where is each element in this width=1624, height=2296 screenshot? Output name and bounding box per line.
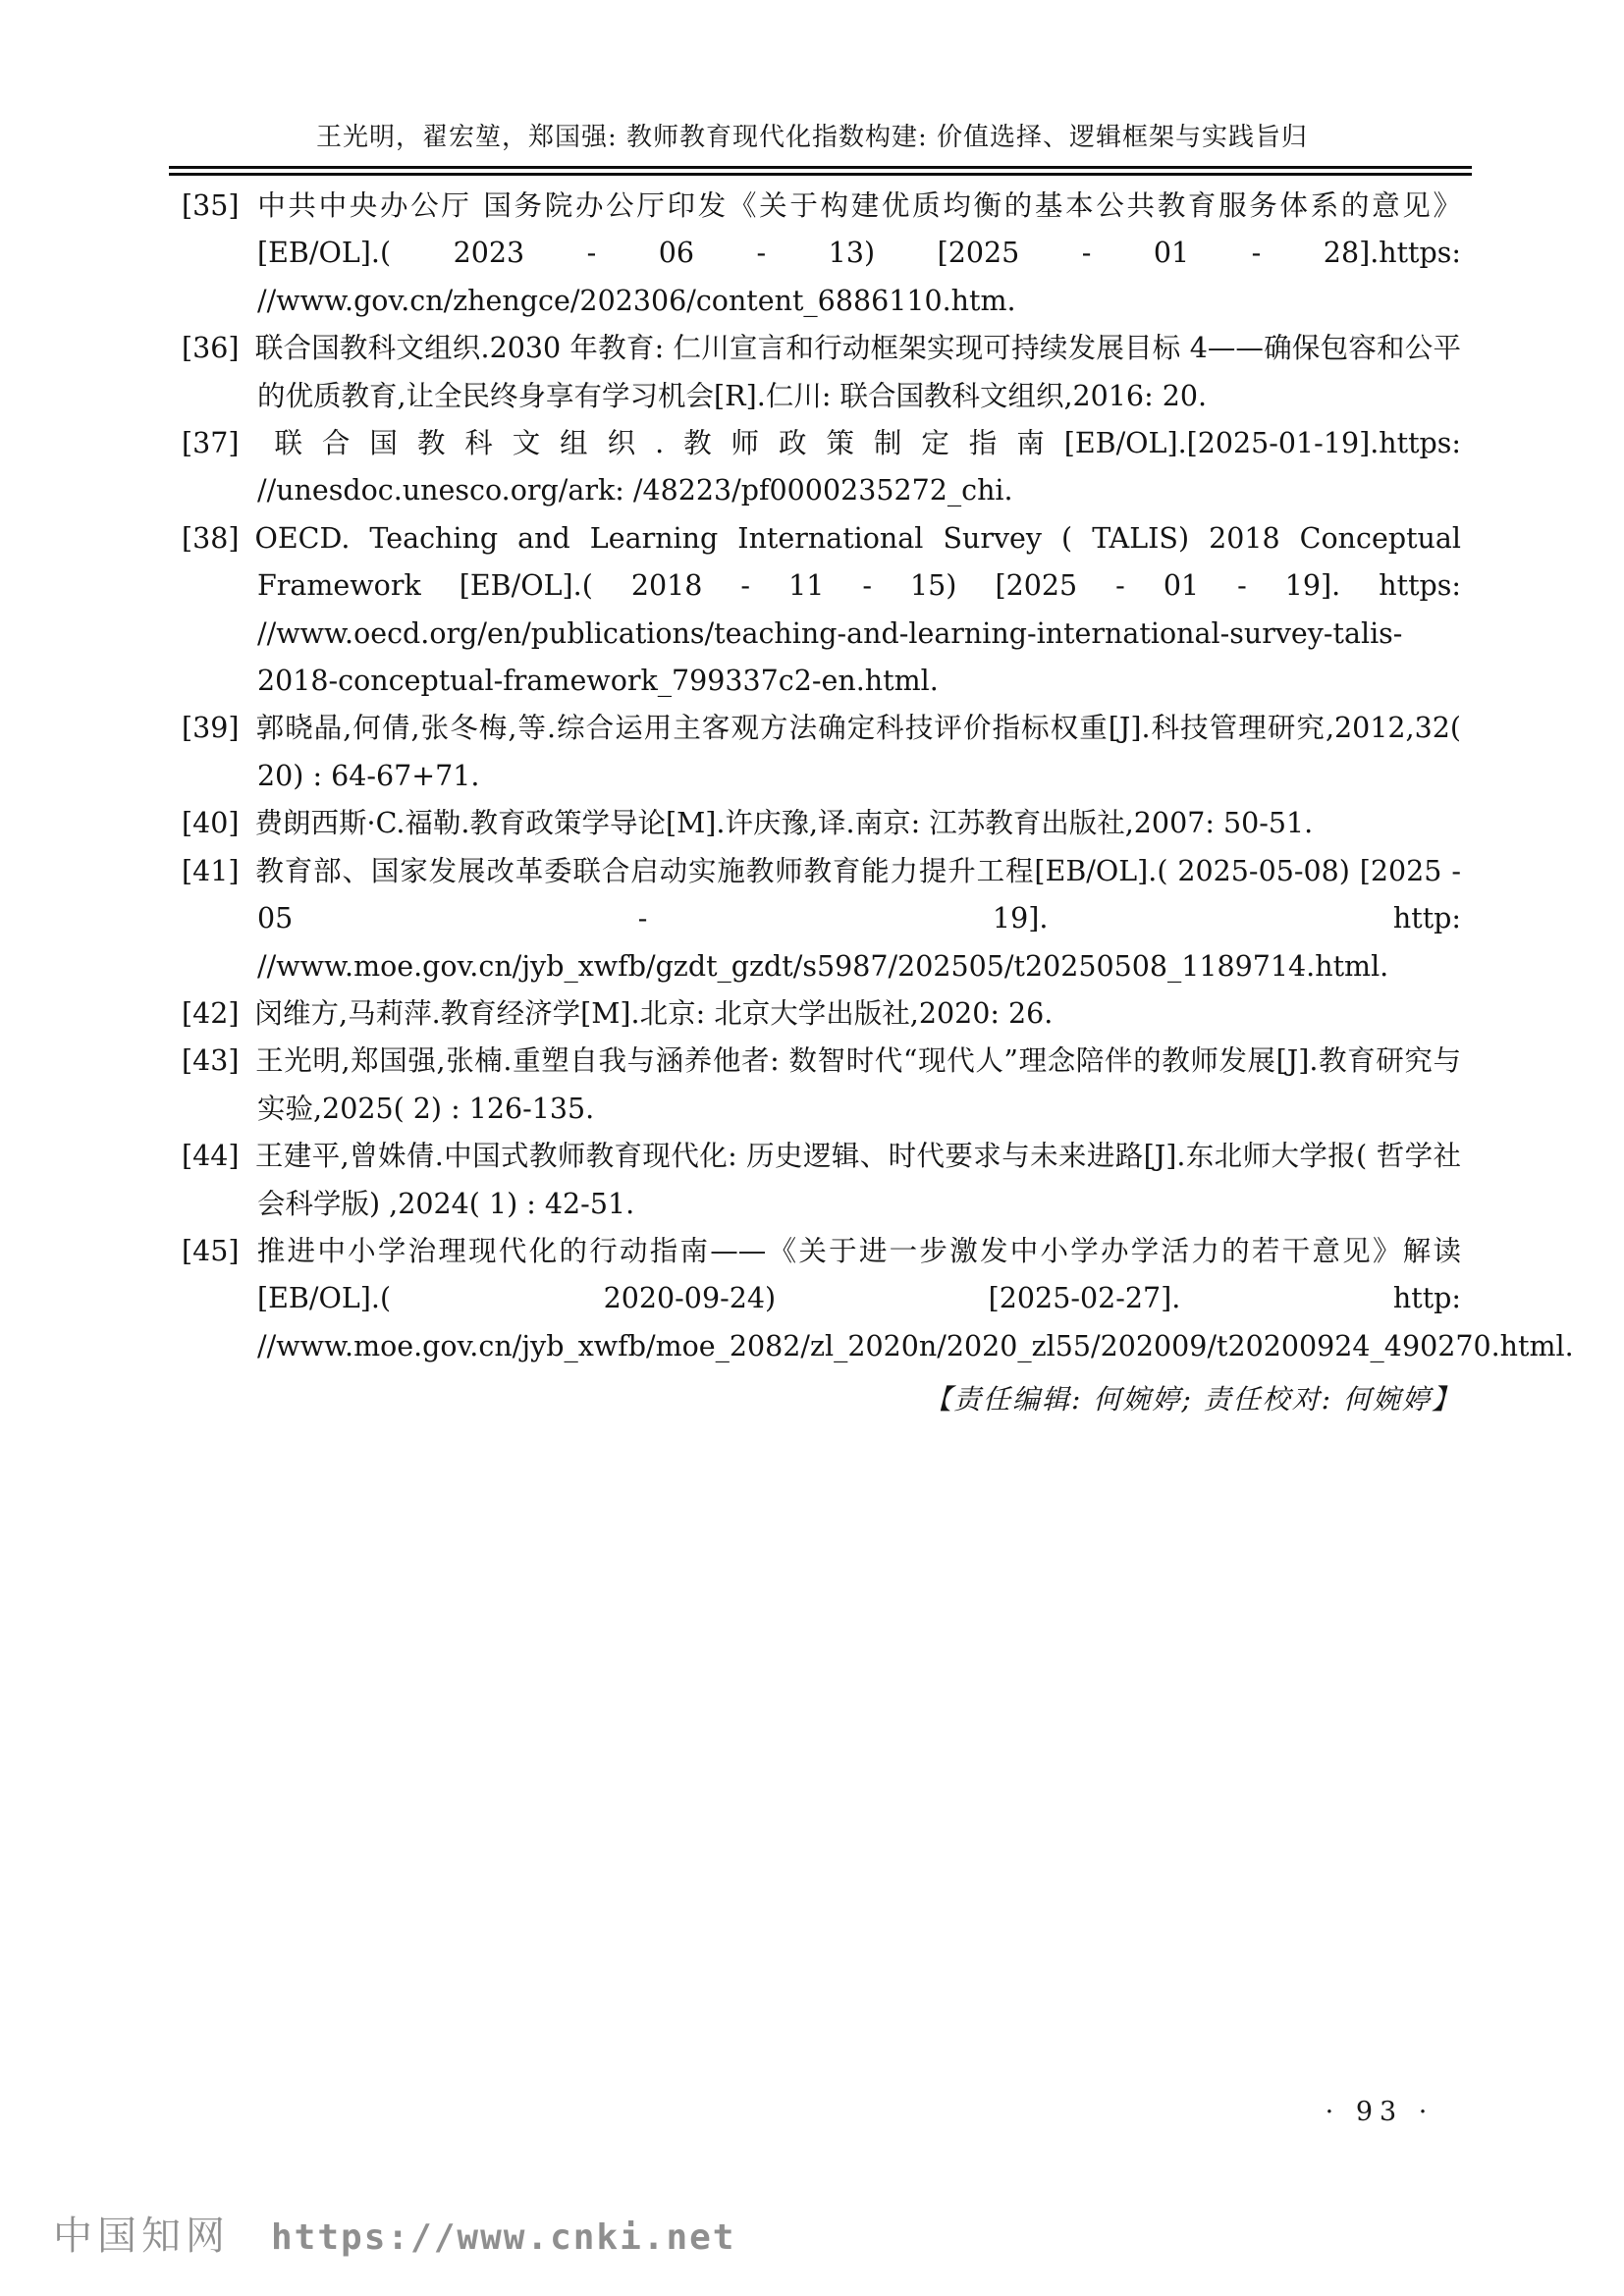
reference-number: [36] bbox=[182, 332, 240, 365]
reference-text: OECD. Teaching and Learning International Survey ( TALIS) 2018 Conceptual Framework [EB/OL].( 2018 - 11 - 15) [2025 - 01 - 19]. https: //www.oecd.org/en/publications/teaching-and-learning-international-survey-talis-2018-conceptual-framework_799337c2-en.html. bbox=[254, 521, 1461, 698]
reference-text: 王光明,郑国强,张楠.重塑自我与涵养他者: 数智时代“现代人”理念陪伴的教师发展[J].教育研究与实验,2025( 2) : 126-135. bbox=[254, 1044, 1461, 1125]
reference-number: [39] bbox=[182, 712, 240, 745]
reference-number: [38] bbox=[182, 521, 240, 555]
reference-number: [35] bbox=[182, 189, 240, 222]
reference-text: 闵维方,马莉萍.教育经济学[M].北京: 北京大学出版社,2020: 26. bbox=[254, 996, 1054, 1030]
page-number: · 93 · bbox=[1325, 2097, 1435, 2127]
reference-number: [43] bbox=[182, 1044, 240, 1078]
running-head-title: 王光明，翟宏堃，郑国强: 教师教育现代化指数构建: 价值选择、逻辑框架与实践旨归 bbox=[315, 123, 1309, 152]
reference-item bbox=[182, 1228, 1574, 1370]
reference-text: 推进中小学治理现代化的行动指南——《关于进一步激发中小学办学活力的若干意见》解读[EB/OL].( 2020-09-24) [2025-02-27]. http: //www.moe.gov.cn/jyb_xwfb/moe_2082/zl_2020n/2020_zl55/202009/t20200924_490270.html. bbox=[254, 1234, 1574, 1362]
reference-number: [42] bbox=[182, 996, 240, 1030]
reference-text: 郭晓晶,何倩,张冬梅,等.综合运用主客观方法确定科技评价指标权重[J].科技管理研究,2012,32( 20) : 64-67+71. bbox=[254, 712, 1461, 792]
reference-item bbox=[182, 1133, 1461, 1228]
reference-number: [40] bbox=[182, 807, 240, 840]
editor-note: 【责任编辑: 何婉婷; 责任校对: 何婉婷】 bbox=[923, 1383, 1461, 1415]
references-list bbox=[182, 183, 1574, 1370]
reference-text: 教育部、国家发展改革委联合启动实施教师教育能力提升工程[EB/OL].( 2025-05-08) [2025 - 05 - 19]. http: //www.moe.gov.cn/jyb_xwfb/gzdt_gzdt/s5987/202505/t20250508_1189714.html. bbox=[254, 854, 1461, 983]
reference-item bbox=[182, 420, 1461, 515]
reference-text: 费朗西斯·C.福勒.教育政策学导论[M].许庆豫,译.南京: 江苏教育出版社,2007: 50-51. bbox=[254, 807, 1314, 840]
reference-item bbox=[182, 325, 1461, 420]
reference-item bbox=[182, 705, 1461, 800]
watermark-footer bbox=[53, 2205, 735, 2261]
header-divider-rule bbox=[169, 166, 1472, 176]
reference-item bbox=[182, 515, 1461, 706]
cnki-site-url: https://www.cnki.net bbox=[271, 2217, 736, 2258]
reference-number: [37] bbox=[182, 427, 240, 460]
reference-item bbox=[182, 848, 1461, 990]
reference-text: 联合国教科文组织.教师政策制定指南[EB/OL].[2025-01-19].https: //unesdoc.unesco.org/ark: /48223/pf0000235272_chi. bbox=[254, 427, 1461, 507]
reference-item bbox=[182, 990, 1461, 1038]
reference-text: 中共中央办公厅 国务院办公厅印发《关于构建优质均衡的基本公共教育服务体系的意见》[EB/OL].( 2023 - 06 - 13) [2025 - 01 - 28].https: //www.gov.cn/zhengce/202306/content_6886110.htm. bbox=[254, 189, 1461, 317]
reference-text: 王建平,曾姝倩.中国式教师教育现代化: 历史逻辑、时代要求与未来进路[J].东北师大学报( 哲学社会科学版) ,2024( 1) : 42-51. bbox=[254, 1140, 1461, 1220]
reference-number: [44] bbox=[182, 1140, 240, 1173]
reference-number: [41] bbox=[182, 854, 240, 887]
reference-number: [45] bbox=[182, 1234, 240, 1267]
reference-item bbox=[182, 1038, 1461, 1133]
reference-item bbox=[182, 183, 1461, 325]
reference-item bbox=[182, 800, 1461, 847]
reference-text: 联合国教科文组织.2030 年教育: 仁川宣言和行动框架实现可持续发展目标 4——确保包容和公平的优质教育,让全民终身享有学习机会[R].仁川: 联合国教科文组织,2016: 20. bbox=[254, 332, 1461, 412]
cnki-site-name: 中国知网 bbox=[53, 2214, 230, 2259]
